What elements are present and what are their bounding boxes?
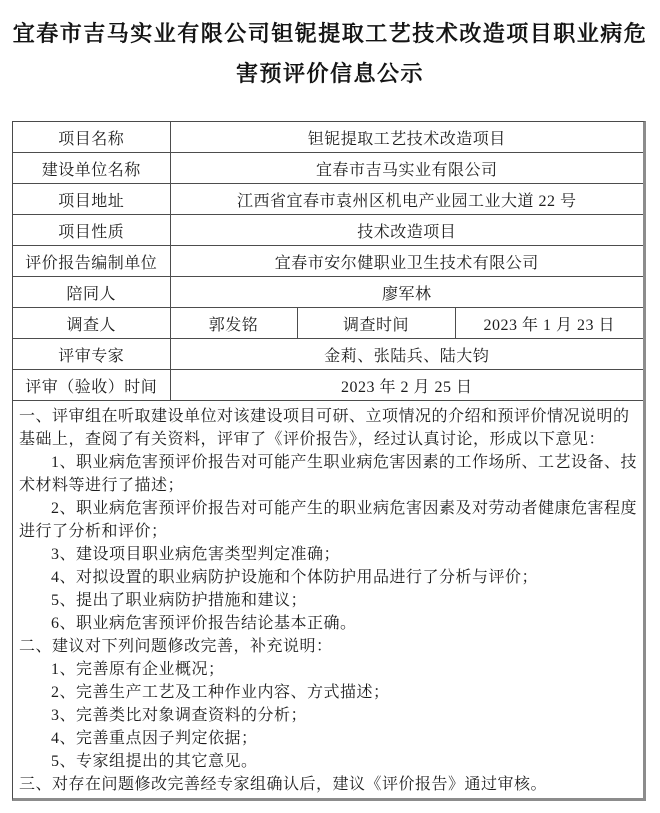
row-value: 廖军林 <box>170 277 643 308</box>
note-paragraph: 4、完善重点因子判定依据； <box>51 730 258 747</box>
row-label: 项目名称 <box>13 122 170 153</box>
info-table <box>13 122 643 400</box>
table-row <box>13 339 643 370</box>
note-paragraph: 1、完善原有企业概况； <box>51 661 225 678</box>
row-value: 2023 年 2 月 25 日 <box>170 370 643 401</box>
row-label: 陪同人 <box>13 277 170 308</box>
note-paragraph: 5、专家组提出的其它意见。 <box>51 753 258 770</box>
row-value: 郭发铭 <box>170 308 297 339</box>
notice-box <box>12 121 646 801</box>
row-label: 评价报告编制单位 <box>13 246 170 277</box>
note-paragraph: 6、职业病危害预评价报告结论基本正确。 <box>51 615 357 632</box>
row-value: 2023 年 1 月 23 日 <box>455 308 643 339</box>
note-paragraph: 3、完善类比对象调查资料的分析； <box>51 707 308 724</box>
row-value: 江西省宜春市袁州区机电产业园工业大道 22 号 <box>170 184 643 215</box>
note-paragraph: 一、评审组在听取建设单位对该建设项目可研、立项情况的介绍和预评价情况说明的基础上，查阅了有关资料，评审了《评价报告》，经过认真讨论，形成以下意见： <box>19 408 630 448</box>
note-paragraph: 5、提出了职业病防护措施和建议； <box>51 592 308 609</box>
row-value: 宜春市安尔健职业卫生技术有限公司 <box>170 246 643 277</box>
row-label: 调查时间 <box>297 308 455 339</box>
note-paragraph: 二、建议对下列问题修改完善，补充说明： <box>19 638 333 655</box>
table-row <box>13 153 643 184</box>
row-value: 金莉、张陆兵、陆大钧 <box>170 339 643 370</box>
note-paragraph: 2、完善生产工艺及工种作业内容、方式描述； <box>51 684 390 701</box>
note-paragraph: 4、对拟设置的职业病防护设施和个体防护用品进行了分析与评价； <box>51 569 539 586</box>
note-paragraph: 1、职业病危害预评价报告对可能产生职业病危害因素的工作场所、工艺设备、技术材料等进行了描述； <box>19 454 638 494</box>
table-row <box>13 184 643 215</box>
row-value: 技术改造项目 <box>170 215 643 246</box>
row-label: 项目地址 <box>13 184 170 215</box>
note-paragraph: 三、对存在问题修改完善经专家组确认后，建议《评价报告》通过审核。 <box>19 776 548 793</box>
note-paragraph: 3、建设项目职业病危害类型判定准确； <box>51 546 341 563</box>
note-paragraph: 2、职业病危害预评价报告对可能产生的职业病危害因素及对劳动者健康危害程度进行了分析和评价； <box>19 500 638 540</box>
table-row <box>13 215 643 246</box>
review-notes <box>13 400 643 796</box>
table-row <box>13 277 643 308</box>
table-row <box>13 246 643 277</box>
page-title: 宜春市吉马实业有限公司钽铌提取工艺技术改造项目职业病危害预评价信息公示 <box>12 21 648 86</box>
row-value: 钽铌提取工艺技术改造项目 <box>170 122 643 153</box>
row-label: 项目性质 <box>13 215 170 246</box>
row-label: 评审专家 <box>13 339 170 370</box>
table-row <box>13 370 643 401</box>
row-label: 调查人 <box>13 308 170 339</box>
row-value: 宜春市吉马实业有限公司 <box>170 153 643 184</box>
row-label: 建设单位名称 <box>13 153 170 184</box>
table-row <box>13 122 643 153</box>
table-row <box>13 308 643 339</box>
row-label: 评审（验收）时间 <box>13 370 170 401</box>
